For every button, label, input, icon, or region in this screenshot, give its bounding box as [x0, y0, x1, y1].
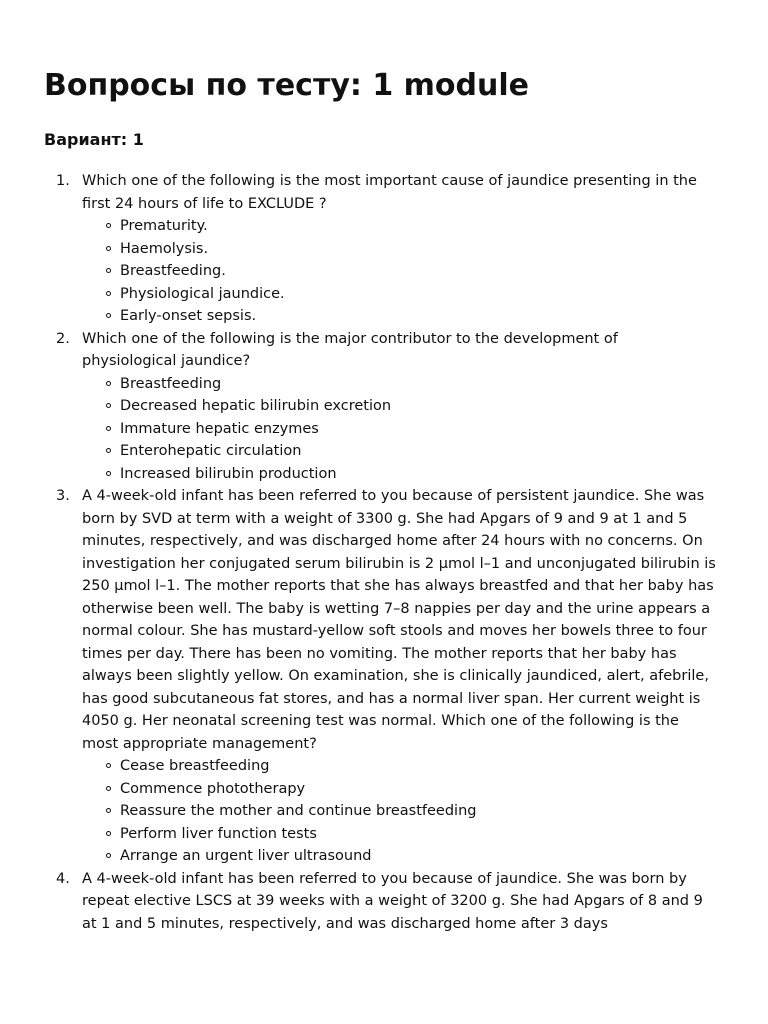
question-text: Which one of the following is the most important cause of jaundice presenting in the first 24 hours of life to EXCLUDE ?: [82, 173, 697, 212]
circle-bullet-icon: [106, 853, 111, 858]
question-number: 3.: [56, 488, 70, 504]
answer-option-text: Prematurity.: [120, 218, 208, 234]
circle-bullet-icon: [106, 381, 111, 386]
circle-bullet-icon: [106, 223, 111, 228]
answer-option: [82, 755, 716, 778]
circle-bullet-icon: [106, 268, 111, 273]
question-item: [0, 328, 768, 486]
answer-options: [82, 215, 716, 328]
answer-options: [82, 755, 716, 868]
answer-options: [82, 373, 716, 486]
circle-bullet-icon: [106, 786, 111, 791]
answer-option-text: Cease breastfeeding: [120, 758, 270, 774]
question-list: [0, 170, 768, 935]
answer-option: [82, 305, 716, 328]
answer-option: [82, 215, 716, 238]
answer-option-text: Early-onset sepsis.: [120, 308, 257, 324]
answer-option: [82, 845, 716, 868]
question-number: 1.: [56, 173, 70, 189]
circle-bullet-icon: [106, 763, 111, 768]
circle-bullet-icon: [106, 448, 111, 453]
answer-option-text: Enterohepatic circulation: [120, 443, 302, 459]
answer-option-text: Immature hepatic enzymes: [120, 420, 319, 437]
circle-bullet-icon: [106, 313, 111, 318]
answer-option: [82, 260, 716, 283]
answer-option-text: Decreased hepatic bilirubin excretion: [120, 398, 392, 414]
answer-option-text: Reassure the mother and continue breastfeeding: [120, 803, 477, 819]
answer-option: [82, 463, 716, 486]
circle-bullet-icon: [106, 403, 111, 408]
circle-bullet-icon: [106, 426, 111, 431]
question-item: [0, 170, 768, 328]
circle-bullet-icon: [106, 471, 111, 476]
answer-option-text: Breastfeeding: [120, 375, 222, 392]
page-title: Вопросы по тесту: 1 module: [44, 68, 529, 103]
answer-option-text: Breastfeeding.: [120, 263, 226, 279]
answer-option: [82, 373, 716, 396]
answer-option-text: Perform liver function tests: [120, 825, 317, 842]
question-item: [0, 485, 768, 868]
circle-bullet-icon: [106, 808, 111, 813]
circle-bullet-icon: [106, 831, 111, 836]
question-item: [0, 868, 768, 936]
question-text: A 4-week-old infant has been referred to you because of jaundice. She was born by repeat elective LSCS at 39 weeks with a weight of 3200 g. She had Apgars of 8 and 9 at 1 and 5 minutes, respectively, and was discharged home after 3 days: [82, 870, 703, 932]
answer-option-text: Haemolysis.: [120, 240, 209, 257]
question-text: Which one of the following is the major contributor to the development of physiological jaundice?: [82, 330, 618, 369]
answer-option: [82, 395, 716, 418]
answer-option-text: Increased bilirubin production: [120, 465, 337, 482]
circle-bullet-icon: [106, 246, 111, 251]
answer-option-text: Commence phototherapy: [120, 780, 306, 797]
answer-option-text: Arrange an urgent liver ultrasound: [120, 848, 372, 864]
variant-label: Вариант: 1: [44, 130, 144, 149]
answer-option: [82, 283, 716, 306]
question-number: 4.: [56, 870, 70, 887]
answer-option: [82, 238, 716, 261]
answer-option-text: Physiological jaundice.: [120, 285, 285, 302]
answer-option: [82, 440, 716, 463]
answer-option: [82, 418, 716, 441]
answer-option: [82, 823, 716, 846]
answer-option: [82, 778, 716, 801]
question-number: 2.: [56, 330, 70, 347]
answer-option: [82, 800, 716, 823]
circle-bullet-icon: [106, 291, 111, 296]
question-text: A 4-week-old infant has been referred to you because of persistent jaundice. She was born by SVD at term with a weight of 3300 g. She had Apgars of 9 and 9 at 1 and 5 minutes, respectively, and was discharged home after 24 hours with no concerns. On investigation her conjugated serum bilirubin is 2 μmol l–1 and unconjugated bilirubin is 250 μmol l–1. The mother reports that she has always breastfed and that her baby has otherwise been well. The baby is wetting 7–8 nappies per day and the urine appears a normal colour. She has mustard-yellow soft stools and moves her bowels three to four times per day. There has been no vomiting. The mother reports that her baby has always been slightly yellow. On examination, she is clinically jaundiced, alert, afebrile, has good subcutaneous fat stores, and has a normal liver span. Her current weight is 4050 g. Her neonatal screening test was normal. Which one of the following is the most appropriate management?: [82, 488, 716, 752]
